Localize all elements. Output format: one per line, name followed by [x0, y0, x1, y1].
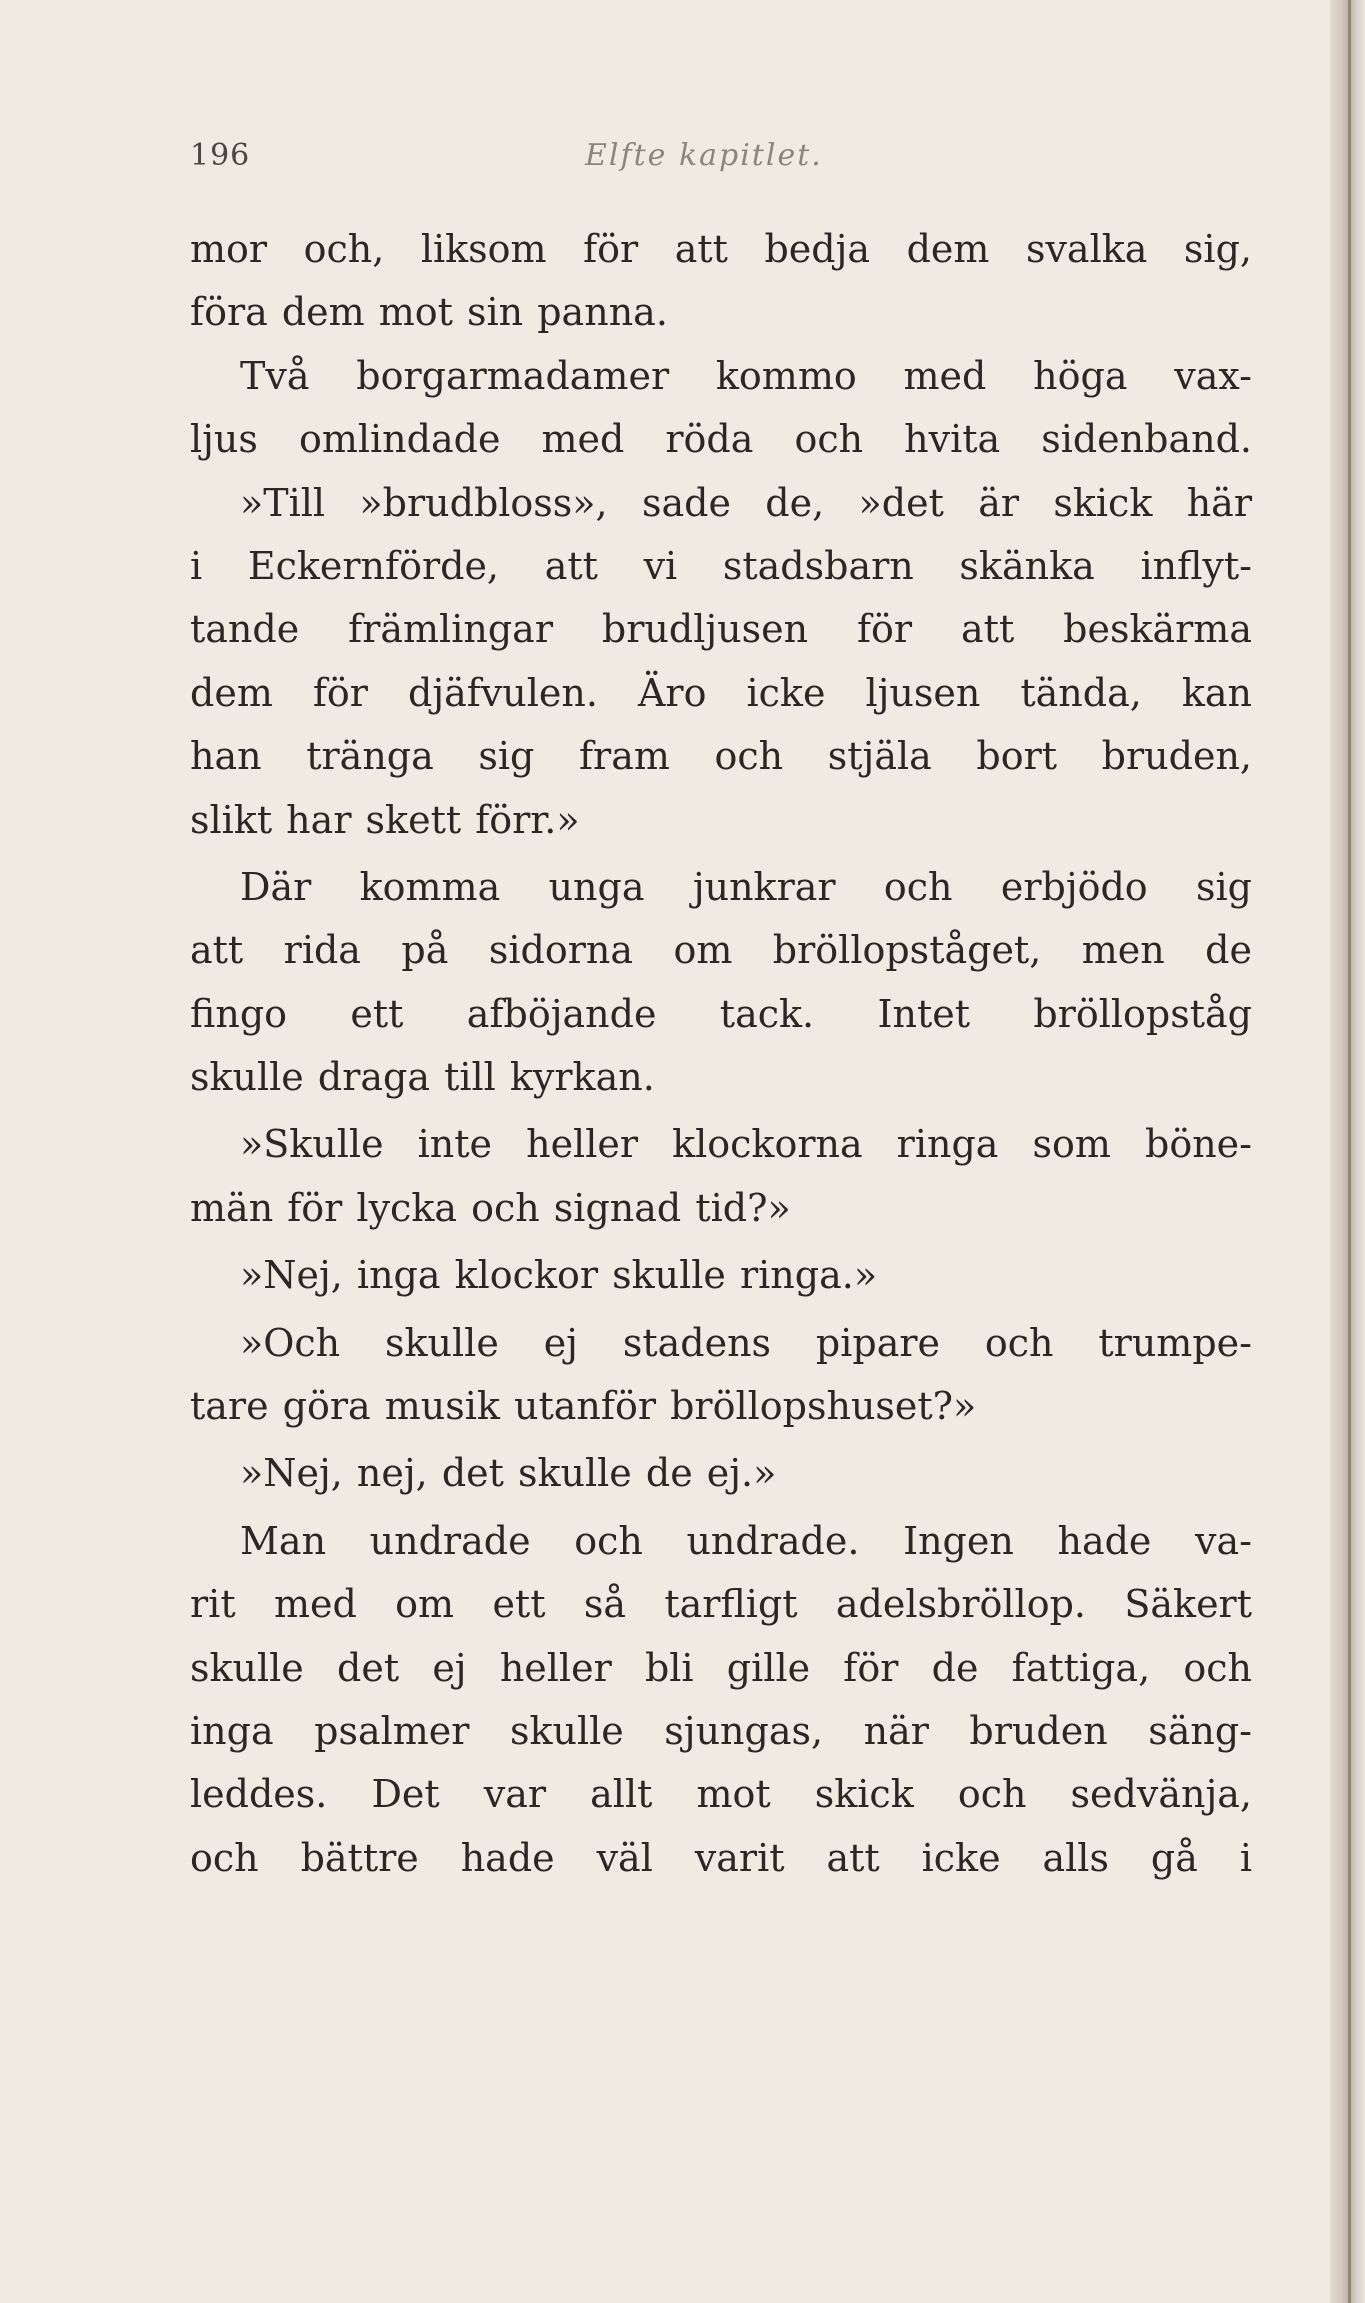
text-line: Man undrade och undrade. Ingen hade va-: [240, 1518, 1252, 1563]
text-line: fingo ett afböjande tack. Intet bröllopståg: [190, 991, 1252, 1036]
text-line: Där komma unga junkrar och erbjödo sig: [240, 864, 1252, 909]
binding-shadow: [1348, 0, 1351, 2303]
page-number: 196: [190, 138, 251, 173]
text-line: tande främlingar brudljusen för att beskärma: [190, 607, 1252, 652]
text-line: att rida på sidorna om bröllopståget, men de: [190, 928, 1252, 973]
text-line: och bättre hade väl varit att icke alls gå i: [190, 1835, 1252, 1880]
text-line: skulle det ej heller bli gille för de fattiga, och: [190, 1645, 1252, 1690]
text-line: tare göra musik utanför bröllopshuset?»: [190, 1384, 977, 1429]
text-line: »Nej, inga klockor skulle ringa.»: [240, 1253, 878, 1298]
text-line: han tränga sig fram och stjäla bort bruden,: [190, 734, 1252, 779]
text-line: dem för djäfvulen. Äro icke ljusen tända, kan: [190, 670, 1252, 715]
text-line: rit med om ett så tarfligt adelsbröllop. Säkert: [190, 1582, 1252, 1627]
text-line: »Skulle inte heller klockorna ringa som böne-: [240, 1122, 1252, 1167]
text-line: män för lycka och signad tid?»: [190, 1185, 791, 1230]
text-line: skulle draga till kyrkan.: [190, 1055, 655, 1100]
text-line: i Eckernförde, att vi stadsbarn skänka inflyt-: [190, 543, 1252, 588]
text-line: »Till »brudbloss», sade de, »det är skick här: [240, 480, 1252, 525]
text-line: ljus omlindade med röda och hvita sidenband.: [190, 417, 1252, 462]
body-text: [190, 218, 1252, 1890]
text-line: mor och, liksom för att bedja dem svalka sig,: [190, 227, 1252, 271]
text-line: leddes. Det var allt mot skick och sedvänja,: [190, 1772, 1252, 1817]
text-line: föra dem mot sin panna.: [190, 290, 668, 335]
running-head: [190, 138, 1250, 178]
chapter-title: Elfte kapitlet.: [585, 138, 823, 173]
text-line: slikt har skett förr.»: [190, 797, 580, 842]
text-line: Två borgarmadamer kommo med höga vax-: [240, 353, 1252, 398]
text-line: inga psalmer skulle sjungas, när bruden säng-: [190, 1708, 1252, 1753]
text-line: »Och skulle ej stadens pipare och trumpe-: [240, 1320, 1252, 1365]
page-edge: [1330, 0, 1365, 2303]
text-line: »Nej, nej, det skulle de ej.»: [240, 1451, 777, 1496]
